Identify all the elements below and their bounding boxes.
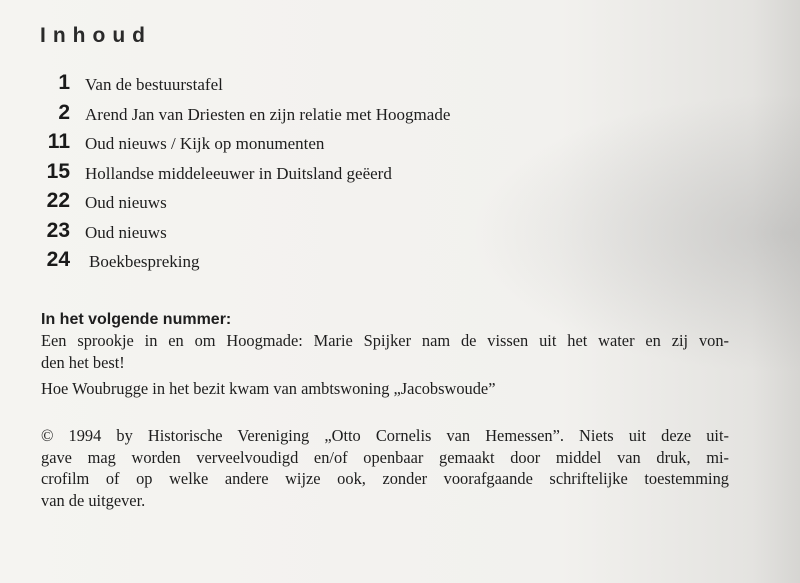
next-issue-text: den het best! <box>41 352 125 372</box>
next-issue-item <box>41 378 729 400</box>
toc-title: Boekbespreking <box>89 252 200 271</box>
toc-page-number: 2 <box>58 100 70 124</box>
copyright-notice <box>41 425 729 511</box>
toc-title: Arend Jan van Driesten en zijn relatie met Hoogmade <box>85 104 451 124</box>
toc-page-number: 15 <box>46 159 70 183</box>
toc-page-number: 22 <box>46 189 70 212</box>
copyright-text: © 1994 by Historische Vereniging „Otto Cornelis van Hemessen”. Niets uit deze uit- <box>41 426 729 445</box>
next-issue-item <box>41 330 729 373</box>
toc-entry <box>0 250 600 280</box>
toc-entry <box>0 73 600 103</box>
toc-entry <box>0 159 600 192</box>
toc-entry <box>0 218 600 251</box>
toc-title: Oud nieuws <box>85 222 167 242</box>
toc-title: Van de bestuurstafel <box>85 75 223 94</box>
toc-title: Hollandse middeleeuwer in Duitsland geëerd <box>85 163 392 183</box>
copyright-text: crofilm of op welke andere wijze ook, zonder voorafgaande schriftelijke toestemming <box>41 469 729 489</box>
toc-title: Oud nieuws / Kijk op monumenten <box>85 134 325 153</box>
toc-entry <box>0 132 600 162</box>
toc-entry <box>0 100 600 133</box>
toc-entry <box>0 191 600 221</box>
contents-heading: Inhoud <box>40 24 152 47</box>
toc-page-number: 1 <box>58 71 70 94</box>
toc-page-number: 24 <box>46 248 70 271</box>
next-issue-text: Een sprookje in en om Hoogmade: Marie Spijker nam de vissen uit het water en zij von- <box>41 331 729 350</box>
toc-page-number: 23 <box>46 218 70 242</box>
copyright-text: van de uitgever. <box>41 490 146 510</box>
table-of-contents <box>0 73 600 280</box>
next-issue-heading: In het volgende nummer: <box>41 311 232 328</box>
next-issue-text: Hoe Woubrugge in het bezit kwam van ambtswoning „Jacobswoude” <box>41 379 496 398</box>
toc-page-number: 11 <box>47 130 70 153</box>
toc-title: Oud nieuws <box>85 193 167 212</box>
copyright-text: gave mag worden verveelvoudigd en/of openbaar gemaakt door middel van druk, mi- <box>41 447 729 467</box>
